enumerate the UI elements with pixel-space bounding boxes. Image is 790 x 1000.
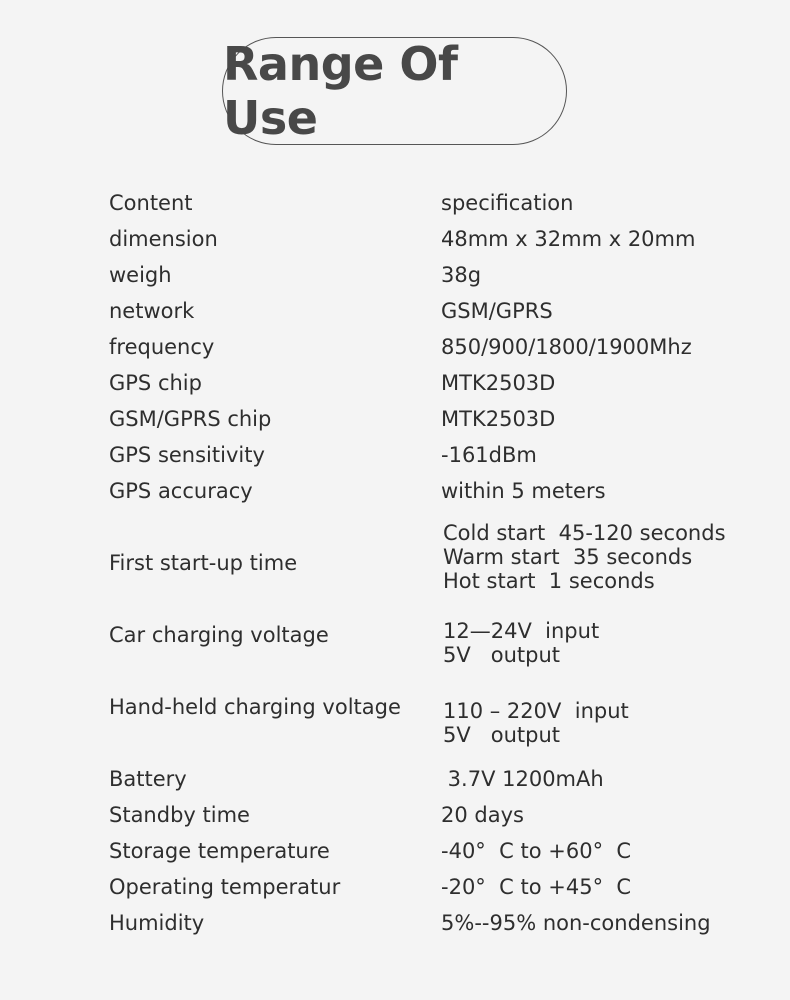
spec-label: Car charging voltage bbox=[109, 623, 329, 647]
spec-value bbox=[443, 699, 629, 747]
spec-value: 38g bbox=[441, 263, 482, 287]
spec-value: -161dBm bbox=[441, 443, 537, 467]
spec-value: specification bbox=[441, 191, 574, 215]
spec-label: Operating temperatur bbox=[109, 875, 341, 899]
spec-value: within 5 meters bbox=[441, 479, 606, 503]
spec-value: 5%--95% non-condensing bbox=[441, 911, 711, 935]
spec-label: Hand-held charging voltage bbox=[109, 695, 401, 719]
spec-value-line: Cold start 45-120 seconds bbox=[443, 521, 726, 545]
spec-label: GPS sensitivity bbox=[109, 443, 265, 467]
spec-label: Humidity bbox=[109, 911, 205, 935]
page-title: Range Of Use bbox=[223, 37, 458, 145]
spec-value bbox=[443, 521, 726, 593]
spec-label: Battery bbox=[109, 767, 187, 791]
spec-value bbox=[443, 619, 599, 667]
spec-label: frequency bbox=[109, 335, 215, 359]
spec-value: GSM/GPRS bbox=[441, 299, 553, 323]
spec-value: -20° C to +45° C bbox=[441, 875, 632, 899]
spec-value: MTK2503D bbox=[441, 371, 556, 395]
spec-label: GPS chip bbox=[109, 371, 202, 395]
spec-label: Standby time bbox=[109, 803, 250, 827]
spec-value: -40° C to +60° C bbox=[441, 839, 632, 863]
spec-value: 20 days bbox=[441, 803, 524, 827]
spec-value: 48mm x 32mm x 20mm bbox=[441, 227, 696, 251]
spec-value-line: Hot start 1 seconds bbox=[443, 569, 655, 593]
spec-value-line: 5V output bbox=[443, 723, 561, 747]
spec-value-line: 5V output bbox=[443, 643, 561, 667]
spec-value: 850/900/1800/1900Mhz bbox=[441, 335, 692, 359]
spec-value: 3.7V 1200mAh bbox=[441, 767, 604, 791]
spec-label: network bbox=[109, 299, 195, 323]
title-badge bbox=[222, 37, 567, 145]
spec-label: weigh bbox=[109, 263, 172, 287]
spec-label: Content bbox=[109, 191, 193, 215]
spec-label: dimension bbox=[109, 227, 218, 251]
spec-value-line: 110 – 220V input bbox=[443, 699, 629, 723]
spec-label: First start-up time bbox=[109, 551, 298, 575]
spec-value: MTK2503D bbox=[441, 407, 556, 431]
spec-label: GPS accuracy bbox=[109, 479, 253, 503]
spec-value-line: 12—24V input bbox=[443, 619, 600, 643]
spec-label: GSM/GPRS chip bbox=[109, 407, 272, 431]
spec-value-line: Warm start 35 seconds bbox=[443, 545, 693, 569]
spec-label: Storage temperature bbox=[109, 839, 330, 863]
